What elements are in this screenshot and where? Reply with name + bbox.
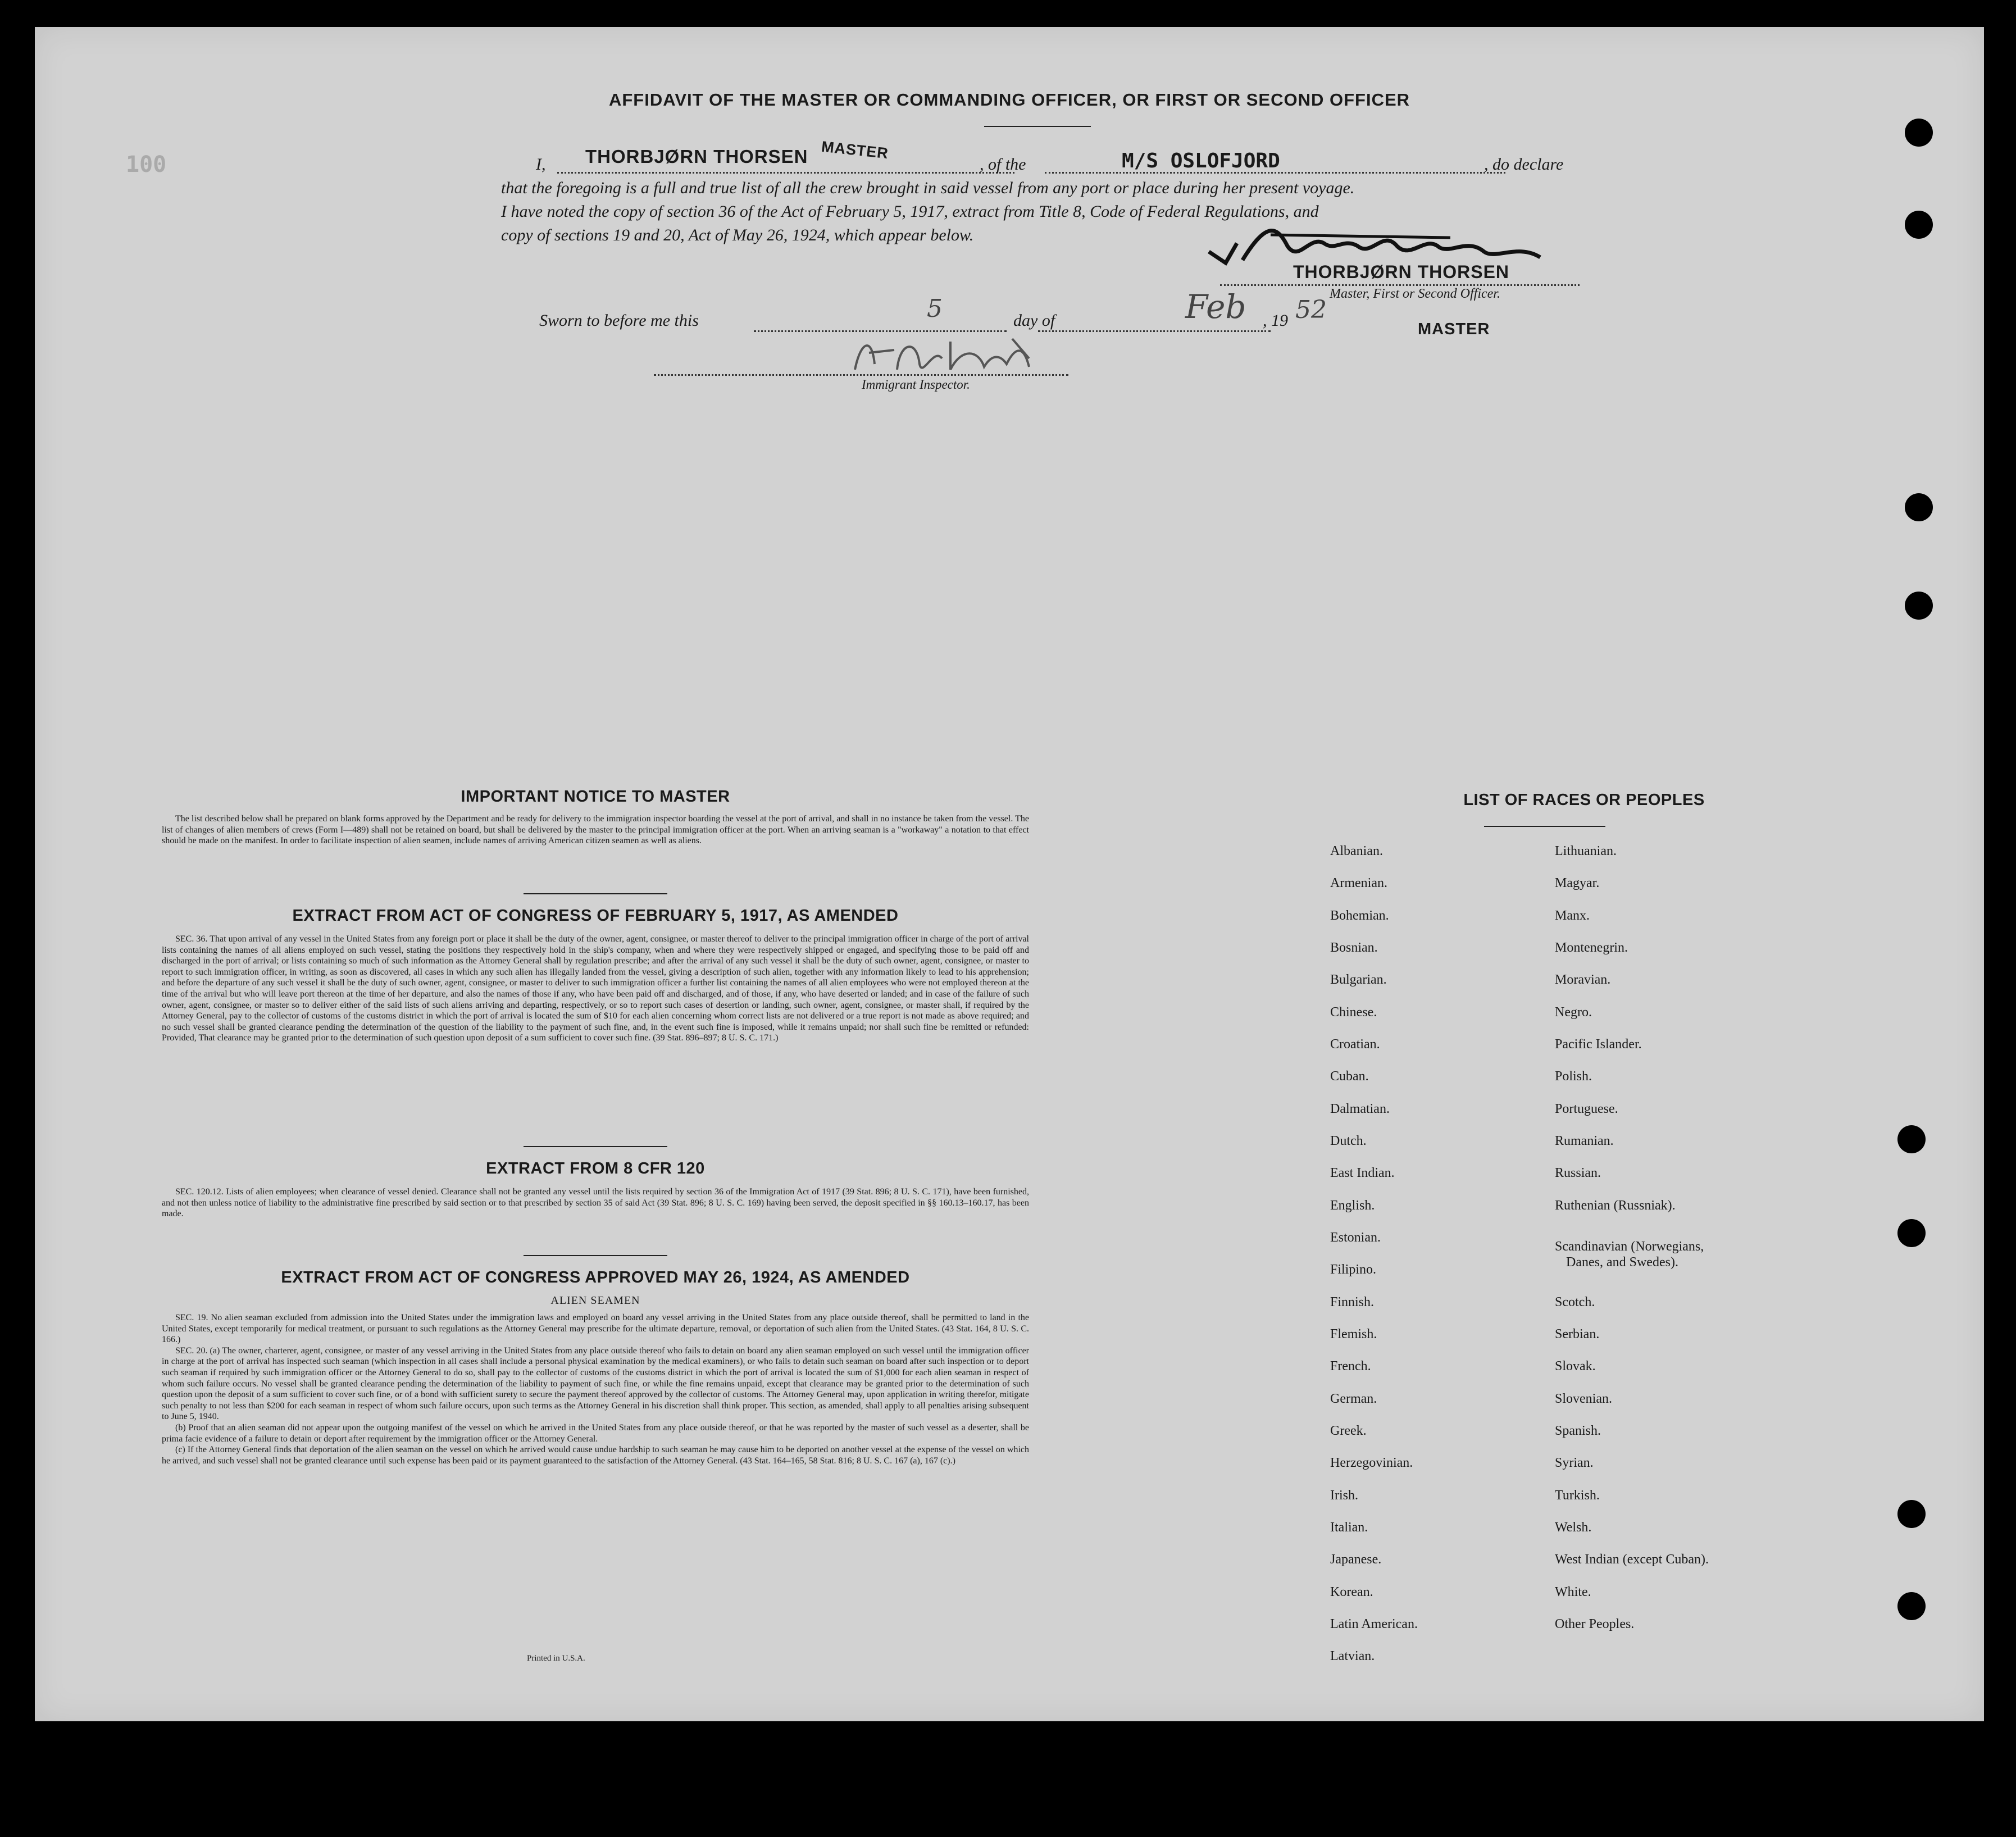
vessel-name: M/S OSLOFJORD	[1122, 149, 1280, 172]
race-item: Scandinavian (Norwegians,	[1555, 1239, 1704, 1254]
extract-8cfr-title: EXTRACT FROM 8 CFR 120	[486, 1160, 705, 1177]
race-item: Herzegovinian.	[1330, 1456, 1413, 1470]
race-item: Greek.	[1330, 1424, 1367, 1438]
signature-caption: Master, First or Second Officer.	[1330, 287, 1500, 301]
punch-hole	[1897, 1500, 1926, 1528]
race-item: Italian.	[1330, 1520, 1368, 1535]
punch-hole	[1905, 493, 1933, 521]
extract-8cfr-text: SEC. 120.12. Lists of alien employees; when clearance of vessel denied. Clearance shall not be granted any vessel until the lists required by section 36 of the Immigration Act of 1917 (39 Stat. 896; 8 U. S. C. 171), have been furnished, and not then unless notice of liability to the administrative fine prescribed by said section or to that prescribed by section 35 of said Act (39 Stat. 896; 8 U. S. C. 169) having been served, the deposit specified in §§ 160.13–160.17, has been made.	[162, 1187, 1029, 1219]
printed-in-usa: Printed in U.S.A.	[527, 1654, 585, 1663]
race-item: Magyar.	[1555, 876, 1600, 890]
section-rule	[524, 893, 667, 894]
extract-1924-subtitle: ALIEN SEAMEN	[550, 1294, 640, 1307]
race-item: Syrian.	[1555, 1456, 1594, 1470]
stray-mark: 100	[126, 152, 167, 178]
race-item: Montenegrin.	[1555, 940, 1628, 955]
declaration-line-3: I have noted the copy of section 36 of the Act of February 5, 1917, extract from Title 8, Code of Federal Regulations, and	[501, 202, 1319, 221]
race-item: Scotch.	[1555, 1295, 1595, 1309]
race-item: Danes, and Swedes).	[1566, 1255, 1678, 1270]
sworn-label: Sworn to before me this	[539, 311, 699, 330]
section-rule	[524, 1255, 667, 1256]
race-item: Negro.	[1555, 1005, 1592, 1020]
declaration-line-4: copy of sections 19 and 20, Act of May 26, 1924, which appear below.	[501, 226, 974, 244]
race-item: English.	[1330, 1198, 1375, 1213]
race-item: Croatian.	[1330, 1037, 1380, 1052]
race-item: Flemish.	[1330, 1327, 1377, 1342]
extract-1924-text	[162, 1312, 1029, 1466]
race-item: Turkish.	[1555, 1488, 1600, 1503]
race-item: Bohemian.	[1330, 908, 1389, 923]
race-item: Filipino.	[1330, 1262, 1377, 1277]
punch-hole	[1897, 1592, 1926, 1620]
race-item: Estonian.	[1330, 1230, 1381, 1245]
day-of-label: day of	[1013, 311, 1055, 330]
sworn-month: Feb	[1185, 288, 1246, 326]
master-title-stamp: MASTER	[820, 138, 890, 162]
extract-1917-text: SEC. 36. That upon arrival of any vessel in the United States from any foreign port or place it shall be the duty of the owner, agent, consignee, or master thereof to deliver to the principal immigration officer in charge of the port of arrival lists containing the names of all aliens employed on such vessel, stating the positions they respectively hold in the ship's company, when and where they were respectively shipped or engaged, and specifying those to be paid off and discharged in the port of arrival; or lists containing so much of such information as the Attorney General shall by regulation prescribe; and after the arrival of any such vessel it shall be the duty of such owner, agent, consignee, or master to report to such immigration officer, in writing, as soon as discovered, all cases in which any such alien has illegally landed from the vessel, giving a description of such alien, together with any information likely to lead to his apprehension; and before the departure of any such vessel it shall be the duty of such owner, agent, consignee, or master to deliver to such immigration officer a further list containing the names of all alien employees who were not employed thereon at the time of the arrival but who will leave port thereon at the time of her departure, and also the names of those if any, who have been paid off and discharged, and of those, if any, who have deserted or landed; and in case of the failure of such owner, agent, consignee, or master so to deliver either of the said lists of such aliens arriving and departing, respectively, or so to report such cases of desertion or landing, such owner, agent, consignee, or master shall, if required by the Attorney General, pay to the collector of customs of the customs district in which the port of arrival is located the sum of $10 for each alien concerning whom correct lists are not delivered or a true report is not made as above required; and no such vessel shall be granted clearance pending the determination of the question of the liability to the payment of such fine, and, in the event such fine is imposed, while it remains unpaid; nor shall such fine be remitted or refunded: Provided, That clearance may be granted prior to the determination of such question upon deposit of a sum sufficient to cover such fine. (39 Stat. 896–897; 8 U. S. C. 171.)	[162, 934, 1029, 1043]
signature-line	[1220, 284, 1580, 286]
punch-hole	[1905, 592, 1933, 620]
sworn-year: 52	[1295, 295, 1327, 324]
race-item: Russian.	[1555, 1166, 1601, 1180]
race-item: West Indian (except Cuban).	[1555, 1552, 1709, 1567]
sec-20b-paragraph: (b) Proof that an alien seaman did not appear upon the outgoing manifest of the vessel on which he arrived in the United States from any place outside thereof, or that he was reported by the master of such vessel as a deserter, shall be prima facie evidence of a failure to detain or deport after requirement by the immigration officer or the Attorney General.	[162, 1422, 1029, 1444]
inspector-line	[654, 374, 1068, 376]
sworn-day: 5	[927, 294, 943, 323]
race-item: White.	[1555, 1585, 1591, 1599]
notice-text: The list described below shall be prepared on blank forms approved by the Department and be ready for delivery to the immigration inspector boarding the vessel at the port of arrival, and shall in no instance be taken from the vessel. The list of changes of alien members of crews (Form I—489) shall not be retained on board, but shall be delivered by the master to the principal immigration officer at the port. When an arriving seaman is a "workaway" a notation to that effect should be made on the manifest. In order to facilitate inspection of alien seamen, include names of arriving American citizen seamen as well as aliens.	[162, 814, 1029, 846]
inspector-caption: Immigrant Inspector.	[862, 378, 970, 392]
extract-1917-title: EXTRACT FROM ACT OF CONGRESS OF FEBRUARY 5, 1917, AS AMENDED	[292, 907, 899, 925]
race-item: Moravian.	[1555, 972, 1611, 987]
of-the-label: , of the	[980, 155, 1026, 174]
race-item: Serbian.	[1555, 1327, 1600, 1342]
race-item: Dalmatian.	[1330, 1102, 1390, 1116]
signature-stamp-name: THORBJØRN THORSEN	[1293, 262, 1510, 282]
section-rule	[524, 1146, 667, 1147]
affidavit-title: AFFIDAVIT OF THE MASTER OR COMMANDING OFFICER, OR FIRST OR SECOND OFFICER	[608, 90, 1410, 110]
race-item: Cuban.	[1330, 1069, 1369, 1084]
races-rule	[1484, 826, 1605, 827]
race-item: Korean.	[1330, 1585, 1373, 1599]
race-item: Portuguese.	[1555, 1102, 1618, 1116]
punch-hole	[1905, 211, 1933, 239]
race-item: Latvian.	[1330, 1649, 1375, 1663]
race-item: Slovak.	[1555, 1359, 1596, 1374]
race-item: Manx.	[1555, 908, 1590, 923]
declaration-line-2: that the foregoing is a full and true list of all the crew brought in said vessel from any port or place during her present voyage.	[501, 179, 1355, 197]
race-item: German.	[1330, 1392, 1377, 1406]
race-item: East Indian.	[1330, 1166, 1395, 1180]
notice-title: IMPORTANT NOTICE TO MASTER	[461, 788, 730, 806]
sec-19-paragraph: SEC. 19. No alien seaman excluded from admission into the United States under the immigration laws and employed on board any vessel arriving in the United States from any place outside thereof, shall be permitted to land in the United States, except temporarily for medical treatment, or pursuant to such regulations as the Attorney General may prescribe for the ultimate departure, removal, or deportation of such alien from the United States. (43 Stat. 164, 8 U. S. C. 166.)	[162, 1313, 1029, 1345]
signature-stamp-title: MASTER	[1418, 320, 1490, 338]
punch-hole	[1897, 1125, 1926, 1153]
document-page	[35, 27, 1984, 1721]
race-item: Slovenian.	[1555, 1392, 1612, 1406]
race-item: Rumanian.	[1555, 1134, 1614, 1148]
title-rule	[984, 126, 1091, 127]
races-title: LIST OF RACES OR PEOPLES	[1463, 791, 1705, 809]
race-item: Welsh.	[1555, 1520, 1592, 1535]
race-item: Albanian.	[1330, 844, 1383, 858]
race-item: Lithuanian.	[1555, 844, 1617, 858]
sec-20a-paragraph: SEC. 20. (a) The owner, charterer, agent, consignee, or master of any vessel arriving in the United States from any place outside thereof who fails to detain on board any alien seaman employed on such vessel until the immigration officer in charge at the port of arrival has inspected such seaman (which inspection in all cases shall include a personal physical examination by the medical examiners), or who fails to detain such seaman on board after such inspection or to deport such seaman if required by such immigration officer or the Attorney General to do so, shall pay to the collector of customs of the customs district in which the port of arrival is located the sum of $1,000 for each alien seaman in respect of whom such failure occurs. No vessel shall be granted clearance pending the determination of the liability to payment of such fine, or while the fine remains unpaid, except that clearance may be granted prior to the determination of such question upon the deposit of a sum sufficient to cover such fine, or of a bond with sufficient surety to secure the payment thereof approved by the collector of customs. The Attorney General may, upon application in writing therefor, mitigate such penalty to not less than $200 for each seaman in respect of whom such failure occurs, upon such terms as the Attorney General in his discretion shall think proper. This section, as amended, shall apply to all penalties arising subsequent to June 5, 1940.	[162, 1345, 1029, 1422]
race-item: Polish.	[1555, 1069, 1592, 1084]
race-item: Bulgarian.	[1330, 972, 1387, 987]
inspector-signature	[844, 325, 1063, 381]
race-item: Bosnian.	[1330, 940, 1378, 955]
punch-hole	[1905, 119, 1933, 147]
i-label: I,	[536, 155, 546, 174]
extract-1924-title: EXTRACT FROM ACT OF CONGRESS APPROVED MAY 26, 1924, AS AMENDED	[281, 1268, 910, 1286]
sec-20c-paragraph: (c) If the Attorney General finds that deportation of the alien seaman on the vessel on which he arrived would cause undue hardship to such seaman he may cause him to be deported on another vessel at the expense of the vessel on which he arrived, and such vessel shall not be granted clearance until such expense has been paid or its payment guaranteed to the satisfaction of the Attorney General. (43 Stat. 164–165, 58 Stat. 816; 8 U. S. C. 167 (a), 167 (c).)	[162, 1445, 1029, 1466]
race-item: Finnish.	[1330, 1295, 1375, 1309]
month-line	[1038, 330, 1271, 332]
race-item: Armenian.	[1330, 876, 1387, 890]
race-item: Dutch.	[1330, 1134, 1367, 1148]
race-item: French.	[1330, 1359, 1371, 1374]
race-item: Ruthenian (Russniak).	[1555, 1198, 1676, 1213]
race-item: Latin American.	[1330, 1617, 1418, 1631]
race-item: Irish.	[1330, 1488, 1358, 1503]
name-line	[557, 172, 1014, 174]
race-item: Other Peoples.	[1555, 1617, 1635, 1631]
race-item: Japanese.	[1330, 1552, 1382, 1567]
declare-label: , do declare	[1484, 155, 1564, 174]
master-name: THORBJØRN THORSEN	[585, 146, 808, 167]
race-item: Spanish.	[1555, 1424, 1601, 1438]
year-prefix: , 19	[1263, 311, 1288, 330]
race-item: Pacific Islander.	[1555, 1037, 1642, 1052]
punch-hole	[1897, 1219, 1926, 1247]
race-item: Chinese.	[1330, 1005, 1377, 1020]
